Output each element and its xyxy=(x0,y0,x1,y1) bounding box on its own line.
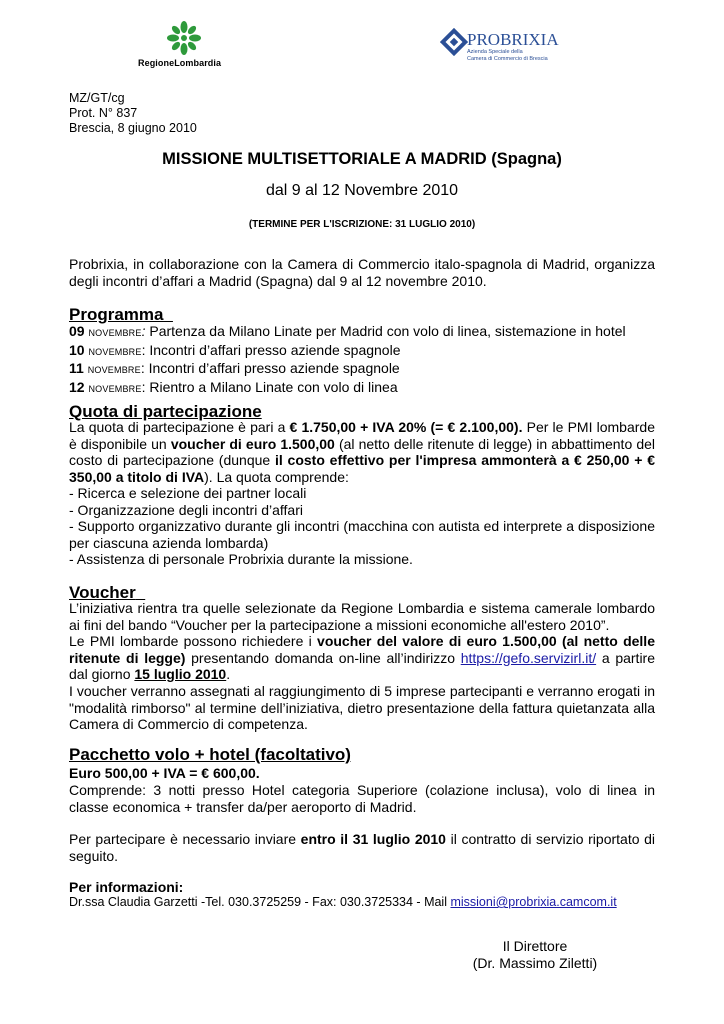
list-item: - Ricerca e selezione dei partner locali xyxy=(69,485,307,501)
quota-heading: Quota di partecipazione xyxy=(69,402,262,421)
programma-item: 11 NOVEMBRE: Incontri d’affari presso aziende spagnole xyxy=(69,360,400,376)
mission-dates: dal 9 al 12 Novembre 2010 xyxy=(265,182,459,199)
pacchetto-price: Euro 500,00 + IVA = € 600,00. xyxy=(69,765,260,781)
programma-list xyxy=(69,323,669,397)
intro-paragraph: Probrixia, in collaborazione con la Camera di Commercio italo-spagnola di Madrid, organizza degli incontri d’affari a Madrid (Spagna) dal 9 al 12 novembre 2010. xyxy=(69,256,655,289)
ref-code: MZ/GT/cg xyxy=(69,91,125,105)
programma-heading: Programma xyxy=(69,305,164,324)
lombardia-logo-text: RegioneLombardia xyxy=(138,58,222,68)
probrixia-sub1: Azienda Speciale della xyxy=(467,49,523,55)
signature-role: Il Direttore xyxy=(502,938,568,954)
list-item: - Organizzazione degli incontri d’affari xyxy=(69,501,303,518)
programma-item: 10 NOVEMBRE: Incontri d’affari presso aziende spagnole xyxy=(69,341,401,358)
signature-name: (Dr. Massimo Ziletti) xyxy=(472,954,598,971)
ref-protocol: Prot. N° 837 xyxy=(69,106,138,120)
programma-item: 12 NOVEMBRE: Rientro a Milano Linate con volo di linea xyxy=(69,378,398,395)
quota-includes-list xyxy=(69,485,655,568)
page-title: MISSIONE MULTISETTORIALE A MADRID (Spagna) xyxy=(162,150,562,168)
voucher-paragraph-1: L’iniziativa rientra tra quelle selezionate da Regione Lombardia e sistema camerale lombardo ai fini del bando “Voucher per la partecipazione a missioni economiche all'estero 2010”. xyxy=(69,600,655,633)
list-item: - Assistenza di personale Probrixia durante la missione. xyxy=(69,551,413,567)
probrixia-sub2: Camera di Commercio di Brescia xyxy=(467,56,548,62)
probrixia-logo xyxy=(440,28,590,68)
probrixia-diamond-icon xyxy=(440,28,468,56)
programma-item: 09 NOVEMBRE: Partenza da Milano Linate per Madrid con volo di linea, sistemazione in hotel xyxy=(69,323,626,339)
info-contacts: Dr.ssa Claudia Garzetti -Tel. 030.3725259 - Fax: 030.3725334 - Mail missioni@probrixia.camcom.it xyxy=(69,895,617,909)
voucher-heading: Voucher xyxy=(69,583,136,602)
voucher-paragraph-2: Le PMI lombarde possono richiedere i voucher del valore di euro 1.500,00 (al netto delle ritenute di legge) presentando domanda on-line all’indirizzo https://gefo.servizirl.it/ a partire dal giorno 15 luglio 2010. xyxy=(69,633,655,682)
quota-paragraph: La quota di partecipazione è pari a € 1.750,00 + IVA 20% (= € 2.100,00). Per le PMI lombarde è disponibile un voucher di euro 1.500,00 (al netto delle ritenute di legge) in abbattimento del costo di partecipazione (dunque il costo effettivo per l'impresa ammonterà a € 250,00 + € 350,00 a titolo di IVA). La quota comprende: xyxy=(69,419,656,485)
gefo-link[interactable]: https://gefo.servizirl.it/ xyxy=(460,649,597,666)
pacchetto-description: Comprende: 3 notti presso Hotel categoria Superiore (colazione inclusa), volo di linea in classe economica + transfer da/per aeroporto di Madrid. xyxy=(69,782,655,815)
probrixia-name: PROBRIXIA xyxy=(467,30,559,49)
participation-paragraph: Per partecipare è necessario inviare entro il 31 luglio 2010 il contratto di servizio riportato di seguito. xyxy=(69,831,656,864)
lombardia-rose-icon xyxy=(164,20,204,56)
email-link[interactable]: missioni@probrixia.camcom.it xyxy=(450,895,617,909)
voucher-paragraph-3: I voucher verranno assegnati al raggiungimento di 5 imprese partecipanti e verranno erogati in "modalità rimborso" al termine dell’iniziativa, dietro presentazione della fattura quietanzata alla Camera di Commercio di competenza. xyxy=(69,683,655,732)
info-heading: Per informazioni: xyxy=(69,879,184,895)
regione-lombardia-logo xyxy=(138,20,238,70)
list-item: - Supporto organizzativo durante gli incontri (macchina con autista ed interprete a disposizione per ciascuna azienda lombarda) xyxy=(69,518,655,551)
reference-block xyxy=(69,91,197,136)
ref-date: Brescia, 8 giugno 2010 xyxy=(69,121,197,135)
signature-block xyxy=(465,938,605,971)
registration-deadline: (TERMINE PER L'ISCRIZIONE: 31 LUGLIO 2010) xyxy=(248,219,476,230)
pacchetto-heading: Pacchetto volo + hotel (facoltativo) xyxy=(69,745,351,764)
